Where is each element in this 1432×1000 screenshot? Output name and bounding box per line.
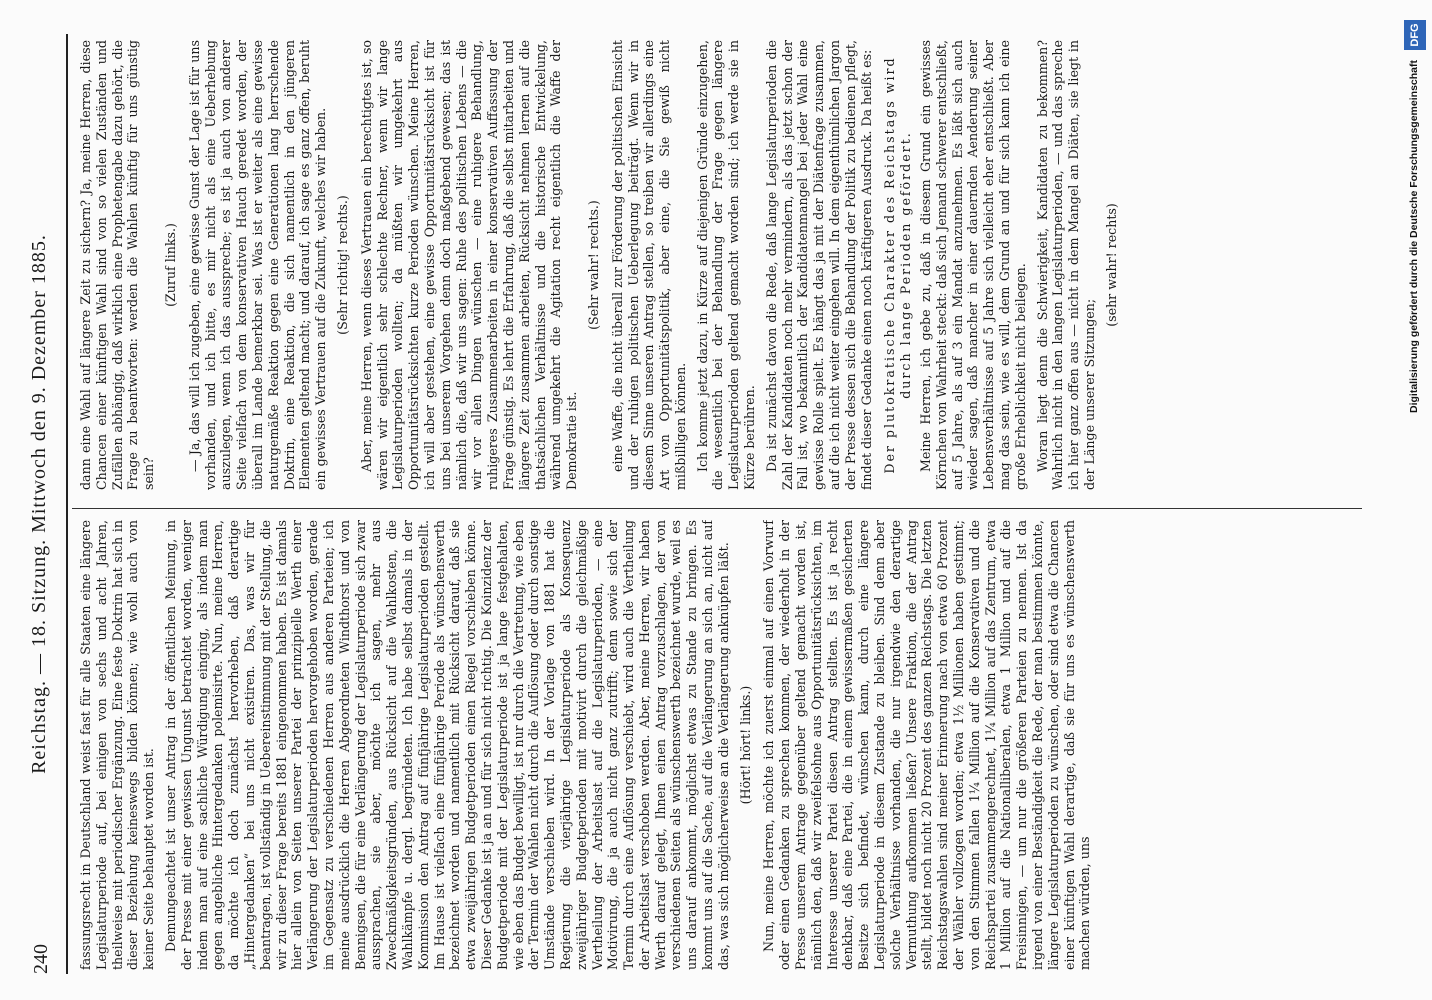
page-title: Reichstag. — 18. Sitzung. Mittwoch den 9. Dezember 1885. [28,234,50,774]
parliament-remark: (sehr wahr! rechts) [1103,203,1119,327]
text-paragraph: — Ja, das will ich zugeben, eine gewisse Gunst der Lage ist für uns vorhanden, und ich bitte, es mir nicht als eine Ueberhebung auszulegen, wenn ich das ausspreche; es ist ja auch von anderer Seite vielfach von dem konservativen Hauch geredet worden, der überall im Lande bemerkbar sei. Was ist er weiter als eine gewisse naturgemäße Reaktion gegen eine Generationen lang herrschende Doktrin, eine Reaktion, die sich namentlich in den jüngeren Elementen geltend macht; und darauf, ich sage es ganz offen, beruht ein gewisses Vertrauen auf die Zukunft, welches wir haben. [186,40,329,490]
page-number: 240 [30,944,52,974]
text-paragraph: Da ist zunächst davon die Rede, daß lange Legislaturperioden die Zahl der Kandidaten noch mehr vermindern, als das jetzt schon der Fall ist, wo bekanntlich der Kandidatenmangel bei jeder Wahl eine gewisse Rolle spielt. Es hängt das ja mit der Diätenfrage zusammen, auf die ich nicht weiter eingehen will. In dem eigenthümlichen Jargon der Presse dessen sich die Behandlung der Politik zu bedienen pflegt, findet dieser Gedanke einen noch kräftigeren Ausdruck. Da heißt es: [763,40,874,490]
text-column-left [78,520,1358,970]
text-paragraph: Ich komme jetzt dazu, in Kürze auf diejenigen Gründe einzugehen, die wesentlich bei der Behandlung der Frage gegen längere Legislaturperioden geltend gemacht worden sind; ich werde sie in Kürze berühren. [694,40,758,490]
text-paragraph: Nun, meine Herren, möchte ich zuerst einmal auf einen Vorwurf oder einen Gedanken zu sprechen kommen, der wiederholt in der Presse unserem Antrage gegenüber geltend gemacht worden ist, nämlich den, daß wir zweifelsohne aus Opportunitätsrücksichten, im Interesse unserer Partei diesen Antrag stellten. Es ist ja recht denkbar, daß eine Partei, die in einem gewissermaßen gesicherten Besitze sich befindet, wünschen kann, durch eine längere Legislaturperiode in diesem Zustande zu bleiben. Sind denn aber solche Verhältnisse vorhanden, die nur irgendwie den derartige Vermuthung aufkommen ließen? Unsere Fraktion, die der Antrag stellt, bildet noch nicht 20 Prozent des ganzen Reichstags. Die letzten Reichstagswahlen sind meiner Erinnerung nach von etwa 60 Prozent der Wähler vollzogen worden; etwa 1½ Millionen haben gestimmt; von den Stimmen fallen 1¼ Million auf die Konservativen und die Reichspartei zusammengerechnet, 1¼ Million auf das Zentrum, etwa 1 Million auf die Nationalliberalen, etwa 1 Million und auf die Freisinnigen, — um nur die größeren Parteien zu nennen. Ist da irgend von einer Beständigkeit die Rede, der man bestimmen könnte, längere Legislaturperioden zu wünschen, oder sind etwa die Chancen einer künftigen Wahl derartige, daß sie für uns es wünschenswerth machen würden, uns [761,520,1093,970]
digitization-credit-bar [1398,0,1432,1000]
digitization-credit: Digitalisierung gefördert durch die Deutsche Forschungsgemeinschaft [1408,60,1420,413]
text-column-right [78,40,1358,490]
column-divider [72,508,1362,509]
text-paragraph: fassungsrecht in Deutschland weist fast für alle Staaten eine längere Legislaturperiode auf, bei einigen von sechs und acht Jahren, theilweise mit periodischer Ergänzung. Eine feste Doktrin hat sich in dieser Beziehung keineswegs bilden können; wie wohl auch von keiner Seite behauptet worden ist. [78,520,157,970]
parliament-remark: (Sehr richtig! rechts.) [334,195,350,335]
header-divider [66,34,68,974]
text-paragraph: eine Waffe, die nicht überall zur Förderung der politischen Einsicht und der ruhigen politischen Ueberlegung beiträgt. Wenn wir in diesem Sinne unseren Antrag stellen, so treiben wir allerdings eine Art von Opportunitätspolitik, aber eine, die Sie gewiß nicht mißbilligen können. [609,40,688,490]
text-paragraph: Aber, meine Herren, wenn dieses Vertrauen ein berechtigtes ist, so wären wir eigentlich sehr schlechte Rechner, wenn wir lange Legislaturperioden wollten; da müßten wir umgekehrt aus Opportunitätsrücksichten kurze Perioden wünschen. Meine Herren, ich will aber gestehen, eine gewisse Opportunitätsrücksicht ist für uns bei unserem Vorgehen denn doch maßgebend gewesen; das ist nämlich die, daß wir uns sagen: Ruhe des politischen Lebens — die wir vor allen Dingen wünschen — eine ruhigere Behandlung, ruhigeres Zusammenarbeiten in einer konservativen Auffassung der Frage günstig. Es lehrt die Erfahrung, daß die selbst mitarbeiten und längere Zeit zusammen arbeiten, Rücksicht nehmen lernen auf die thatsächlichen Verhältnisse und die historische Entwickelung, während umgekehrt die Agitation recht eigentlich die Waffe der Demokratie ist. [358,40,580,490]
dfg-logo: DFG [1404,20,1426,50]
parliament-remark: (Zuruf links.) [162,223,178,307]
page-header [22,34,66,974]
parliament-remark: (Hört! hört! links.) [737,685,753,805]
quoted-heading: Der plutokratische Charakter des Reichstags wird durch lange Perioden gefördert. [882,56,914,474]
parliament-remark: (Sehr wahr! rechts.) [585,200,601,330]
text-paragraph: Woran liegt denn die Schwierigkeit, Kandidaten zu bekommen? Wahrlich nicht in den langen Legislaturperioden, — und das spreche ich hier ganz offen aus — nicht in dem Mangel an Diäten, sie liegt in der Länge unserer Sitzungen; [1034,40,1098,490]
text-paragraph: Meine Herren, ich gebe zu, daß in diesem Grund ein gewisses Körnchen von Wahrheit steckt: daß sich Jemand schwerer entschließt, auf 5 Jahre, als auf 3 ein Mandat anzunehmen. Es läßt sich auch wieder sagen, daß mancher in einer dauernden Aenderung seiner Lebensverhältnisse auf 5 Jahre sich vielleicht eher entschließt. Aber mag das sein, wie es will, dem Grund an und für sich kann ich eine große Erheblichkeit nicht beilegen. [918,40,1028,490]
text-paragraph: dann eine Wahl auf längere Zeit zu sichern? Ja, meine Herren, diese Chancen einer künftigen Wahl sind von so vielen Zuständen und Zufällen abhängig, daß wirklich eine Prophetengabe dazu gehört, die Frage zu beantworten: werden die Wahlen künftig für uns günstig sein? [78,40,157,490]
text-paragraph: Demungeachtet ist unser Antrag in der öffentlichen Meinung, in der Presse mit einer gewissen Ungunst betrachtet worden, weniger indem man auf eine sachliche Würdigung einging, als indem man gegen angebliche Hintergedanken polemisirte. Nun, meine Herren, da möchte ich doch zunächst hervorheben, daß derartige „Hintergedanken“ bei uns nicht existiren. Das, was wir für beantragen, ist vollständig in Uebereinstimmung mit der Stellung, die wir zu dieser Frage bereits 1881 eingenommen haben. Es ist damals hier allein von Seiten unserer Partei der prinzipielle Werth einer Verlängerung der Legislaturperioden hervorgehoben worden, gerade im Gegensatz zu verschiedenen Herren aus anderen Parteien; ich meine ausdrücklich die Herren Abgeordneten Windthorst und von Bennigsen, die für eine Verlängerung der Legislaturperiode sich zwar aussprachen, sie aber, möchte ich sagen, mehr aus Zweckmäßigkeitsgründen, aus Rücksicht auf die Wahlkosten, die Wahlkämpfe u. dergl. begründeten. Ich habe selbst damals in der Kommission den Antrag auf fünfjährige Legislaturperioden gestellt. Im Hause ist vielfach eine fünfjährige Periode als wünschenswerth bezeichnet worden und namentlich mit Rücksicht darauf, daß sie etwa zweijährigen Budgetperioden einen Riegel vorschieben könne. Dieser Gedanke ist ja an und für sich nicht richtig. Die Koinzidenz der Budgetperiode mit der Legislaturperiode ist ja lange festgehalten, wie eben das Budget bewilligt, ist nur durch die Vertretung, wie eben der Termin der Wahlen nicht durch die Auflösung oder durch sonstige Umstände verschieben wird. In der Vorlage von 1881 hat die Regierung die vierjährige Legislaturperiode als Konsequenz zweijähriger Budgetperioden mit motivirt durch die gleichmäßige Vertheilung der Arbeitslast auf die Legislaturperioden, — eine Motivirung, die ja auch nicht ganz zutrifft; denn sowie sich der Termin durch eine Auflösung verschiebt, wird auch die Vertheilung der Arbeitslast verschoben werden. Aber, meine Herren, wir haben Werth darauf gelegt, Ihnen einen Antrag vorzuschlagen, der von verschiedenen Seiten als wünschenswerth bezeichnet wurde, weil es uns darauf ankommt, möglichst etwas zu Stande zu bringen. Es kommt uns auf die Sache, auf die Verlängerung an sich an, nicht auf das, was sich möglicherweise an die Verlängerung anknüpfen läßt. [162,520,731,970]
